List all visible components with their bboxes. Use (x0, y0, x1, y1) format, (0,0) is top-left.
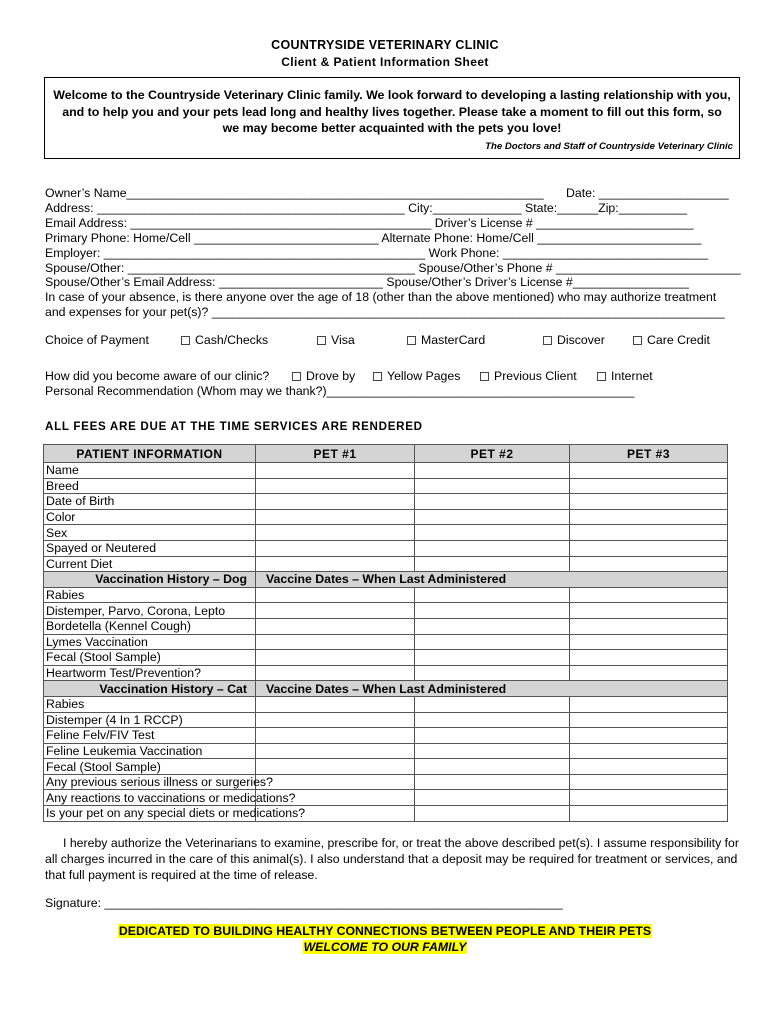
row-label: Is your pet on any special diets or medications? (44, 806, 256, 822)
footer-banner-line-2: WELCOME TO OUR FAMILY (303, 940, 467, 954)
pet-2-cell[interactable] (415, 665, 570, 681)
section-label: Vaccination History – Cat (44, 681, 256, 697)
table-row (44, 790, 728, 806)
pet-1-cell[interactable] (256, 556, 415, 572)
table-row (44, 712, 728, 728)
row-label: Color (44, 509, 256, 525)
pet-1-cell[interactable] (256, 587, 415, 603)
pet-2-cell[interactable] (415, 696, 570, 712)
pet-2-cell[interactable] (415, 634, 570, 650)
payment-option-care-credit[interactable]: Care Credit (633, 333, 710, 347)
table-row (44, 587, 728, 603)
checkbox-icon[interactable] (373, 372, 382, 381)
employer-field[interactable]: Employer: _______________________________________________ Work Phone: ______________________________ (45, 246, 709, 260)
row-label: Lymes Vaccination (44, 634, 256, 650)
payment-option-mastercard[interactable]: MasterCard (407, 333, 485, 347)
section-label: Vaccination History – Dog (44, 572, 256, 588)
pet-1-cell[interactable] (256, 463, 415, 479)
form-subtitle: Client & Patient Information Sheet (281, 55, 489, 69)
pet-2-cell[interactable] (415, 743, 570, 759)
pet-2-cell[interactable] (415, 790, 570, 806)
row-label: Feline Felv/FIV Test (44, 728, 256, 744)
patient-info-table (43, 444, 728, 822)
table-row (44, 603, 728, 619)
vaccine-dates-label: Vaccine Dates – When Last Administered (256, 681, 728, 697)
row-label: Rabies (44, 696, 256, 712)
pet-2-cell[interactable] (415, 463, 570, 479)
personal-recommendation-field[interactable]: Personal Recommendation (Whom may we thank?)_____________________________________________ (45, 384, 635, 398)
table-row (44, 665, 728, 681)
row-label: Any previous serious illness or surgeries? (44, 774, 256, 790)
welcome-box (44, 77, 740, 159)
table-row (44, 509, 728, 525)
email-field[interactable]: Email Address: ____________________________________________ Driver’s License # _______________________ (45, 216, 694, 230)
date-field[interactable]: Date: ___________________ (566, 186, 729, 200)
checkbox-icon[interactable] (292, 372, 301, 381)
pet-2-cell[interactable] (415, 759, 570, 775)
payment-option-visa[interactable]: Visa (317, 333, 355, 347)
table-row (44, 650, 728, 666)
pet-1-cell[interactable] (256, 509, 415, 525)
pet-1-cell[interactable] (256, 618, 415, 634)
referral-option-drove-by[interactable]: Drove by (292, 369, 355, 383)
section-header-row (44, 681, 728, 697)
pet-2-cell[interactable] (415, 478, 570, 494)
table-row (44, 696, 728, 712)
row-label: Any reactions to vaccinations or medications? (44, 790, 256, 806)
pet-2-cell[interactable] (415, 509, 570, 525)
authorization-statement: I hereby authorize the Veterinarians to examine, prescribe for, or treat the above described pet(s). I assume responsibility for all charges incurred in the care of this animal(s). I also understand that a deposit may be required for treatment or services, and that full payment is required at the time of release. (45, 836, 739, 882)
header-pet-1: PET #1 (256, 445, 415, 463)
pet-1-cell[interactable] (256, 774, 415, 790)
welcome-text: Welcome to the Countryside Veterinary Clinic family. We look forward to developing a lasting relationship with you, and to help you and your pets lead long and healthy lives together. Please take a moment to fill out this form, so we may become better acquainted with the pets you love! (53, 88, 731, 135)
primary-phone-field[interactable]: Primary Phone: Home/Cell ___________________________ Alternate Phone: Home/Cell ________________________ (45, 231, 702, 245)
pet-2-cell[interactable] (415, 525, 570, 541)
pet-1-cell[interactable] (256, 665, 415, 681)
section-header-row (44, 572, 728, 588)
pet-3-cell[interactable] (570, 587, 728, 603)
owner-name-field[interactable]: Owner’s Name_____________________________________________________________ (45, 186, 544, 200)
table-row (44, 618, 728, 634)
referral-option-yellow-pages[interactable]: Yellow Pages (373, 369, 460, 383)
payment-label: Choice of Payment (45, 333, 149, 347)
row-label: Rabies (44, 587, 256, 603)
pet-1-cell[interactable] (256, 759, 415, 775)
checkbox-icon[interactable] (633, 336, 642, 345)
header-pet-2: PET #2 (415, 445, 570, 463)
absence-authorized-field[interactable]: and expenses for your pet(s)? ___________________________________________________________________________ (45, 305, 725, 319)
table-row (44, 759, 728, 775)
clinic-name: COUNTRYSIDE VETERINARY CLINIC (271, 38, 499, 52)
pet-3-cell[interactable] (570, 665, 728, 681)
checkbox-icon[interactable] (543, 336, 552, 345)
pet-3-cell[interactable] (570, 556, 728, 572)
table-row (44, 525, 728, 541)
pet-1-cell[interactable] (256, 634, 415, 650)
pet-1-cell[interactable] (256, 525, 415, 541)
table-header-row (44, 445, 728, 463)
checkbox-icon[interactable] (181, 336, 190, 345)
pet-2-cell[interactable] (415, 728, 570, 744)
pet-3-cell[interactable] (570, 618, 728, 634)
pet-3-cell[interactable] (570, 525, 728, 541)
pet-3-cell[interactable] (570, 603, 728, 619)
table-row (44, 774, 728, 790)
fees-notice: ALL FEES ARE DUE AT THE TIME SERVICES ARE RENDERED (45, 420, 423, 433)
pet-3-cell[interactable] (570, 806, 728, 822)
absence-question: In case of your absence, is there anyone over the age of 18 (other than the above mentioned) who may authorize treatment (45, 290, 717, 304)
pet-3-cell[interactable] (570, 696, 728, 712)
referral-option-previous-client[interactable]: Previous Client (480, 369, 577, 383)
pet-3-cell[interactable] (570, 509, 728, 525)
table-row (44, 478, 728, 494)
table-row (44, 494, 728, 510)
row-label: Name (44, 463, 256, 479)
footer-banner-line-1: DEDICATED TO BUILDING HEALTHY CONNECTIONS BETWEEN PEOPLE AND THEIR PETS (118, 924, 652, 938)
referral-question: How did you become aware of our clinic? (45, 369, 270, 383)
row-label: Distemper, Parvo, Corona, Lepto (44, 603, 256, 619)
pet-1-cell[interactable] (256, 728, 415, 744)
pet-1-cell[interactable] (256, 494, 415, 510)
table-row (44, 806, 728, 822)
row-label: Heartworm Test/Prevention? (44, 665, 256, 681)
row-label: Fecal (Stool Sample) (44, 759, 256, 775)
pet-2-cell[interactable] (415, 540, 570, 556)
checkbox-icon[interactable] (480, 372, 489, 381)
vaccine-dates-label: Vaccine Dates – When Last Administered (256, 572, 728, 588)
header-pet-3: PET #3 (570, 445, 728, 463)
row-label: Current Diet (44, 556, 256, 572)
spouse-field[interactable]: Spouse/Other: __________________________________________ Spouse/Other’s Phone # ___________________________ (45, 261, 741, 275)
pet-3-cell[interactable] (570, 494, 728, 510)
row-label: Feline Leukemia Vaccination (44, 743, 256, 759)
referral-option-internet[interactable]: Internet (597, 369, 653, 383)
checkbox-icon[interactable] (597, 372, 606, 381)
row-label: Spayed or Neutered (44, 540, 256, 556)
address-field[interactable]: Address: _____________________________________________ City:_____________ State:______Zip:__________ (45, 201, 688, 215)
pet-2-cell[interactable] (415, 806, 570, 822)
pet-3-cell[interactable] (570, 463, 728, 479)
pet-2-cell[interactable] (415, 774, 570, 790)
pet-3-cell[interactable] (570, 728, 728, 744)
pet-3-cell[interactable] (570, 540, 728, 556)
pet-2-cell[interactable] (415, 494, 570, 510)
table-row (44, 634, 728, 650)
checkbox-icon[interactable] (317, 336, 326, 345)
payment-option-cash[interactable]: Cash/Checks (181, 333, 268, 347)
pet-1-cell[interactable] (256, 478, 415, 494)
signature-field[interactable]: Signature: ___________________________________________________________________ (45, 896, 563, 910)
pet-3-cell[interactable] (570, 774, 728, 790)
pet-3-cell[interactable] (570, 650, 728, 666)
row-label: Breed (44, 478, 256, 494)
checkbox-icon[interactable] (407, 336, 416, 345)
pet-3-cell[interactable] (570, 712, 728, 728)
pet-2-cell[interactable] (415, 603, 570, 619)
table-row (44, 540, 728, 556)
table-row (44, 728, 728, 744)
row-label: Date of Birth (44, 494, 256, 510)
pet-1-cell[interactable] (256, 603, 415, 619)
table-row (44, 463, 728, 479)
pet-1-cell[interactable] (256, 743, 415, 759)
pet-2-cell[interactable] (415, 587, 570, 603)
pet-1-cell[interactable] (256, 540, 415, 556)
spouse-email-field[interactable]: Spouse/Other’s Email Address: ________________________ Spouse/Other’s Driver’s License #_________________ (45, 275, 690, 289)
table-row (44, 743, 728, 759)
payment-option-discover[interactable]: Discover (543, 333, 605, 347)
pet-2-cell[interactable] (415, 556, 570, 572)
row-label: Fecal (Stool Sample) (44, 650, 256, 666)
pet-2-cell[interactable] (415, 618, 570, 634)
pet-1-cell[interactable] (256, 650, 415, 666)
pet-3-cell[interactable] (570, 759, 728, 775)
pet-2-cell[interactable] (415, 712, 570, 728)
row-label: Sex (44, 525, 256, 541)
welcome-signature: The Doctors and Staff of Countryside Veterinary Clinic (485, 141, 733, 152)
row-label: Bordetella (Kennel Cough) (44, 618, 256, 634)
row-label: Distemper (4 In 1 RCCP) (44, 712, 256, 728)
pet-1-cell[interactable] (256, 712, 415, 728)
pet-2-cell[interactable] (415, 650, 570, 666)
pet-3-cell[interactable] (570, 634, 728, 650)
pet-1-cell[interactable] (256, 696, 415, 712)
pet-3-cell[interactable] (570, 478, 728, 494)
pet-3-cell[interactable] (570, 743, 728, 759)
header-patient-info: PATIENT INFORMATION (44, 445, 256, 463)
pet-3-cell[interactable] (570, 790, 728, 806)
table-row (44, 556, 728, 572)
